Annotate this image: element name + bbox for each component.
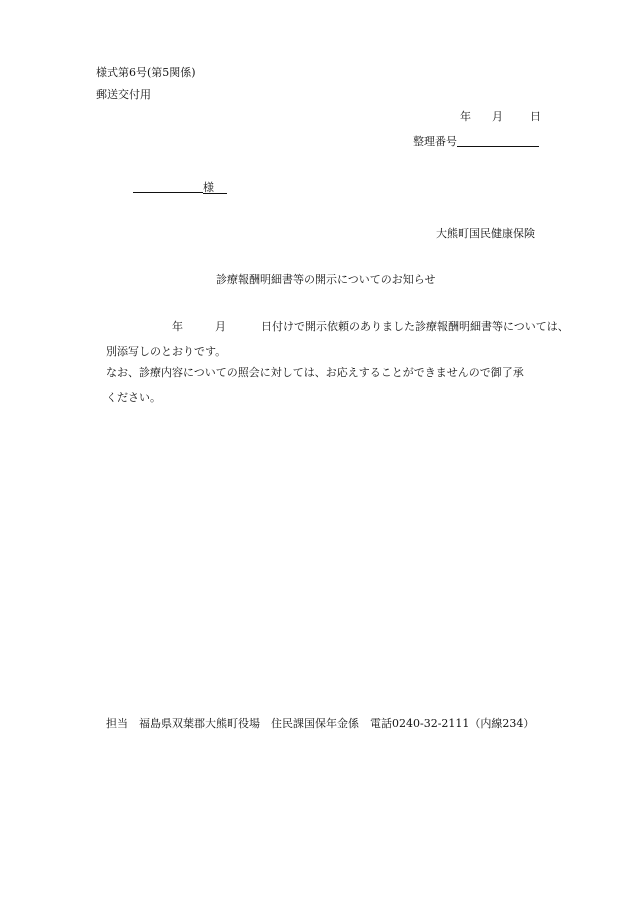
recipient-honorific: 様 (203, 182, 227, 194)
date-year-label: 年 (460, 110, 471, 123)
delivery-type: 郵送交付用 (96, 88, 151, 101)
date-line (460, 111, 541, 122)
reference-number-field (457, 135, 539, 147)
recipient-line (133, 181, 227, 194)
date-month-label: 月 (492, 110, 503, 123)
body-line-3: なお、診療内容についての照会に対しては、お応えすることができませんので御了承 (106, 366, 524, 379)
issuer-name: 大熊町国民健康保険 (436, 227, 535, 240)
recipient-name-field (133, 181, 203, 193)
body-year-label: 年 (172, 320, 183, 333)
reference-number-label: 整理番号 (413, 135, 457, 148)
body-line-2: 別添写しのとおりです。 (106, 345, 227, 358)
contact-info: 担当 福島県双葉郡大熊町役場 住民課国保年金係 電話0240-32-2111（内線234） (106, 717, 535, 730)
body-line-1-text: 日付けで開示依頼のありました診療報酬明細書等については、 (261, 320, 569, 333)
reference-number (413, 135, 539, 147)
body-month-label: 月 (215, 320, 226, 333)
document-title: 診療報酬明細書等の開示についてのお知らせ (216, 273, 436, 286)
body-line-4: ください。 (106, 391, 161, 404)
form-number: 様式第6号(第5関係) (96, 66, 196, 79)
body-line-1 (172, 321, 569, 332)
date-day-label: 日 (530, 110, 541, 123)
